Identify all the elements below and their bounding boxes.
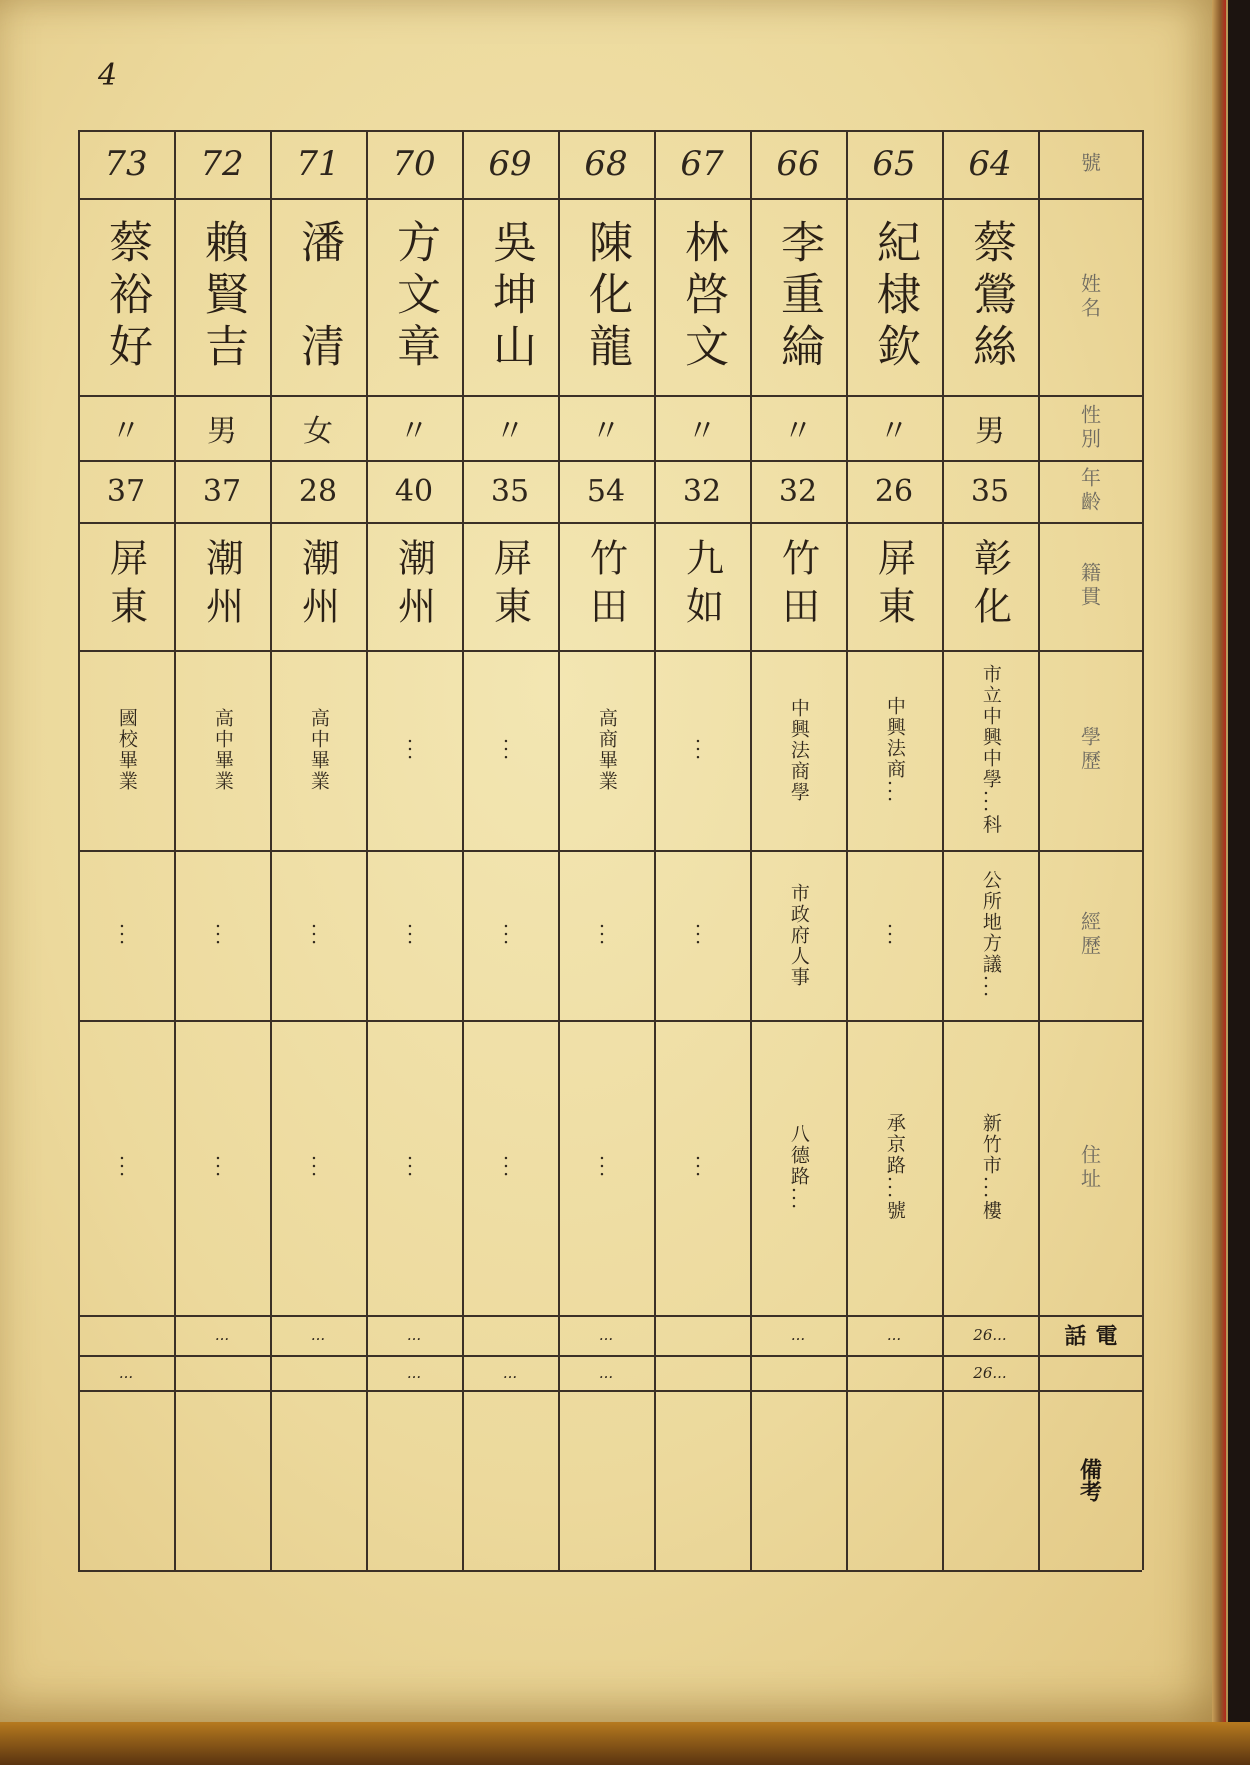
member-native: 竹田 (583, 538, 628, 634)
member-sex: 〃 (783, 413, 813, 449)
member-age: 28 (298, 473, 338, 509)
member-education: ... (691, 737, 714, 763)
grid-rule-horizontal (78, 198, 1142, 200)
member-phone_home: ... (406, 1363, 422, 1382)
grid-rule-horizontal (78, 395, 1142, 397)
member-experience: ... (499, 922, 522, 948)
header-native: 籍貫 (1077, 562, 1102, 610)
member-phone_home: ... (502, 1363, 518, 1382)
member-address: 八德路... (787, 1123, 810, 1212)
book-spine (1212, 0, 1226, 1722)
grid-rule-vertical (750, 130, 752, 1570)
header-age: 年齡 (1077, 467, 1102, 515)
member-sex: 男 (975, 413, 1005, 449)
member-phone_home: ... (118, 1363, 134, 1382)
member-experience: ... (691, 922, 714, 948)
member-address: ... (211, 1155, 234, 1180)
member-name: 方文章 (389, 218, 440, 375)
member-sex: 女 (303, 413, 333, 449)
grid-rule-vertical (1142, 130, 1144, 1570)
member-sex: 〃 (879, 413, 909, 449)
grid-rule-vertical (942, 130, 944, 1570)
member-address: 承京路...號 (883, 1113, 906, 1222)
book-edge (0, 1722, 1250, 1765)
grid-rule-horizontal (78, 522, 1142, 524)
member-native: 彰化 (967, 538, 1012, 634)
member-phone_office: ... (598, 1326, 614, 1344)
member-age: 26 (874, 473, 914, 509)
member-native: 竹田 (775, 538, 820, 634)
member-no: 64 (968, 144, 1012, 184)
member-address: ... (595, 1155, 618, 1180)
member-education: 中興法商... (883, 695, 906, 805)
member-no: 67 (680, 144, 724, 184)
member-sex: 〃 (495, 413, 525, 449)
member-phone_office: ... (406, 1326, 422, 1344)
member-experience: ... (211, 922, 234, 948)
member-experience: ... (403, 922, 426, 948)
grid-rule-vertical (78, 130, 80, 1570)
grid-rule-vertical (174, 130, 176, 1570)
grid-rule-horizontal (78, 1570, 1142, 1572)
member-name: 林啓文 (677, 218, 728, 375)
member-phone_office: ... (886, 1326, 902, 1344)
member-sex: 〃 (591, 413, 621, 449)
member-no: 68 (584, 144, 628, 184)
member-address: ... (499, 1155, 522, 1180)
member-age: 35 (490, 473, 530, 509)
member-sex: 男 (207, 413, 237, 449)
grid-rule-horizontal (78, 1315, 1142, 1317)
member-education: 市立中興中學...科 (979, 664, 1002, 836)
member-native: 潮州 (391, 538, 436, 634)
member-no: 72 (200, 144, 244, 184)
grid-rule-horizontal (78, 650, 1142, 652)
member-sex: 〃 (687, 413, 717, 449)
grid-rule-vertical (654, 130, 656, 1570)
grid-rule-horizontal (78, 460, 1142, 462)
header-address: 住址 (1077, 1143, 1102, 1192)
member-address: ... (691, 1155, 714, 1180)
member-age: 32 (778, 473, 818, 509)
member-name: 賴賢吉 (197, 218, 248, 375)
member-experience: ... (307, 922, 330, 948)
member-experience: ... (115, 922, 138, 948)
member-education: 高中畢業 (211, 708, 234, 792)
member-phone_office: 26... (973, 1326, 1007, 1344)
member-no: 66 (776, 144, 820, 184)
member-name: 潘 清 (293, 218, 344, 375)
member-age: 54 (586, 473, 626, 509)
member-native: 潮州 (295, 538, 340, 634)
header-sex: 性別 (1077, 403, 1102, 452)
member-experience: ... (883, 922, 906, 948)
member-name: 李重綸 (773, 218, 824, 375)
member-no: 65 (872, 144, 916, 184)
member-age: 32 (682, 473, 722, 509)
member-name: 紀棣欽 (869, 218, 920, 375)
member-address: ... (115, 1155, 138, 1180)
header-name: 姓名 (1077, 272, 1102, 321)
grid-rule-horizontal (78, 1020, 1142, 1022)
member-register-table (78, 130, 1142, 1570)
member-experience: 公所地方議... (979, 870, 1002, 1000)
member-age: 40 (394, 473, 434, 509)
grid-rule-vertical (462, 130, 464, 1570)
member-education: ... (403, 737, 426, 763)
member-name: 吳坤山 (485, 218, 536, 375)
member-education: 國校畢業 (115, 708, 138, 792)
member-native: 九如 (679, 538, 724, 634)
member-native: 屏東 (487, 538, 532, 634)
member-phone_office: ... (214, 1326, 230, 1344)
member-sex: 〃 (111, 413, 141, 449)
member-education: 中興法商學 (787, 697, 810, 803)
header-phone_office: 電話 (1061, 1324, 1118, 1346)
member-age: 35 (970, 473, 1010, 509)
member-education: ... (499, 737, 522, 763)
grid-rule-vertical (366, 130, 368, 1570)
member-address: 新竹市...樓 (979, 1113, 1002, 1222)
member-phone_home: 26... (973, 1363, 1007, 1382)
member-no: 70 (392, 144, 436, 184)
grid-rule-horizontal (78, 130, 1142, 132)
header-experience: 經歷 (1077, 911, 1102, 959)
grid-rule-horizontal (78, 1390, 1142, 1392)
header-education: 學歷 (1077, 726, 1102, 774)
member-no: 69 (488, 144, 532, 184)
member-name: 陳化龍 (581, 218, 632, 375)
grid-rule-vertical (270, 130, 272, 1570)
grid-rule-horizontal (78, 1355, 1142, 1357)
member-native: 屏東 (103, 538, 148, 634)
member-native: 潮州 (199, 538, 244, 634)
member-experience: ... (595, 922, 618, 948)
member-name: 蔡裕好 (101, 218, 152, 375)
member-name: 蔡鶯絲 (965, 218, 1016, 375)
grid-rule-vertical (846, 130, 848, 1570)
member-native: 屏東 (871, 538, 916, 634)
member-address: ... (403, 1155, 426, 1180)
header-remarks: 備考 (1076, 1458, 1103, 1502)
member-no: 73 (104, 144, 148, 184)
header-no: 號 (1077, 152, 1102, 176)
member-experience: 市政府人事 (787, 882, 810, 988)
member-phone_office: ... (790, 1326, 806, 1344)
member-no: 71 (296, 144, 340, 184)
member-age: 37 (202, 473, 242, 509)
member-phone_office: ... (310, 1326, 326, 1344)
member-address: ... (307, 1155, 330, 1180)
member-sex: 〃 (399, 413, 429, 449)
member-education: 高中畢業 (307, 708, 330, 792)
grid-rule-horizontal (78, 850, 1142, 852)
grid-rule-vertical (558, 130, 560, 1570)
member-education: 高商畢業 (595, 708, 618, 792)
member-age: 37 (106, 473, 146, 509)
member-phone_home: ... (598, 1363, 614, 1382)
page-number: 4 (98, 58, 118, 93)
